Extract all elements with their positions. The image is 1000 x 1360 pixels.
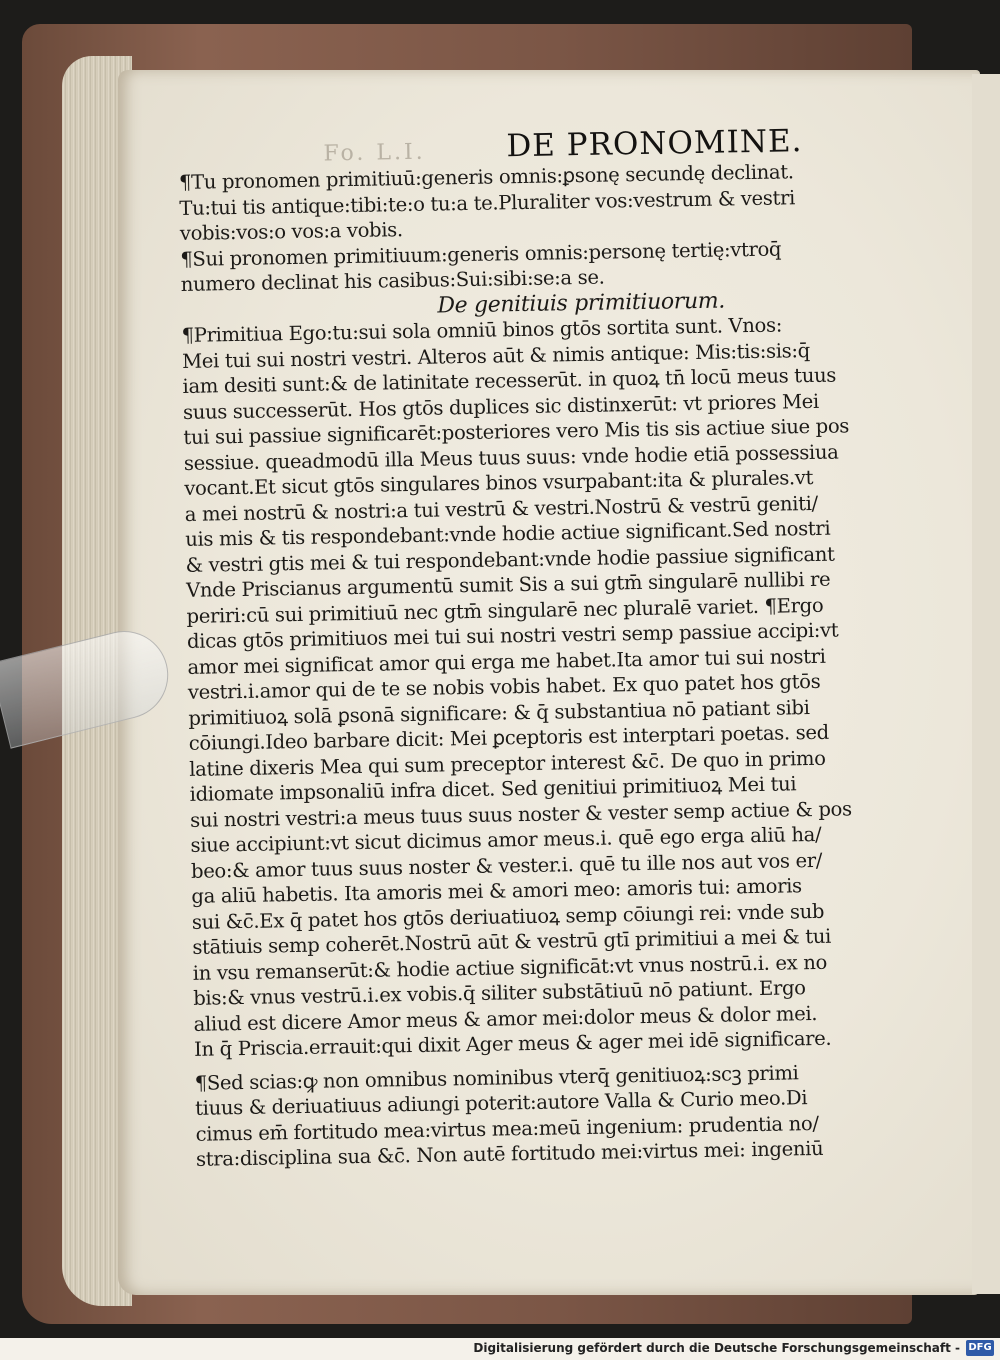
text-line: cimus em̄ fortitudo mea:virtus mea:meū ingenium: prudentia no/ (195, 1111, 819, 1146)
text-line: Tu:tui tis antique:tibi:te:o tu:a te.Pluraliter vos:vestrum & vestri (179, 185, 796, 220)
text-line: In q̄ Priscia.errauit:qui dixit Ager meus & ager mei idē significare. (193, 1026, 832, 1061)
footer-credit: Digitalisierung gefördert durch die Deutsche Forschungsgemeinschaft - (473, 1341, 960, 1355)
text-line: ga aliū habetis. Ita amoris mei & amori meo: amoris tui: amoris (191, 874, 802, 908)
paragraph-sed-scias (194, 1057, 956, 1172)
text-line: Vnde Priscianus argumentū sumit Sis a sui gtm̄ singularē nullibi re (185, 567, 831, 602)
text-line: cōiungi.Ideo barbare dicit: Mei ꝑceptoris est interptari poetas. sed (188, 720, 829, 755)
paragraph-tu (179, 157, 940, 247)
text-line: siue accipiunt:vt sicut dicimus amor meus.i. quē ego erga aliū ha/ (190, 822, 822, 857)
text-line: tui sui passiue significarēt:posteriores vero Mis tis sis actiue siue pos (183, 414, 850, 449)
text-line: sessiue. queadmodū illa Meus tuus suus: vnde hodie etiā possessiua (183, 440, 839, 475)
text-line: ¶Sed scias:ꝙ non omnibus nominibus vterq̄ genitiuoꝝ:scꝫ primi (194, 1060, 799, 1095)
text-line: ¶Sui pronomen primitiuum:generis omnis:personę tertię:vtroq̄ (180, 236, 782, 271)
text-line: amor mei significat amor qui erga me habet.Ita amor tui sui nostri (187, 644, 826, 679)
text-line: iam desiti sunt:& de latinitate recesserūt. in quoꝝ tn̄ locū meus tuus (182, 363, 837, 398)
page-text-block (178, 113, 956, 1173)
page-heading: DE PRONOMINE. (506, 123, 803, 165)
text-line: latine dixeris Mea qui sum preceptor interest &c̄. De quo in primo (189, 746, 826, 781)
text-line: periri:cū sui primitiuū nec gtm̄ singularē nec pluralē variet. ¶Ergo (186, 593, 824, 628)
text-line: primitiuoꝝ solā ꝑsonā significare: & q̄ substantiua nō patiant sibi (188, 695, 810, 730)
text-line: in vsu remanserūt:& hodie actiue significāt:vt vnus nostrū.i. ex no (192, 950, 828, 985)
paragraph-primitiua (181, 310, 954, 1063)
facing-page-strip (972, 74, 1000, 1294)
text-line: bis:& vnus vestrū.i.ex vobis.q̄ siliter substātiuū nō patiunt. Ergo (193, 976, 806, 1010)
text-line: uis mis & tis respondebant:vnde hodie actiue significant.Sed nostri (185, 516, 831, 551)
section-subheading: De genitiuis primitiuorum. (437, 287, 726, 318)
text-line: tiuus & deriuatiuus adiungi poterit:autore Valla & Curio meo.Di (194, 1086, 808, 1120)
text-line: suus successerūt. Hos gtōs duplices sic distinxerūt: vt priores Mei (182, 389, 820, 424)
text-line: aliud est dicere Amor meus & amor mei:dolor meus & dolor mei. (193, 1001, 818, 1036)
text-line: stātiuis semp coherēt.Nostrū aūt & vestrū gtī primitiui a mei & tui (192, 924, 832, 959)
text-line: vestri.i.amor qui de te se nobis vobis habet. Ex quo patet hos gtōs (187, 669, 821, 704)
text-line: vocant.Et sicut gtōs singulares binos vsurpabant:ita & plurales.vt (184, 465, 814, 500)
text-line: & vestri gtis mei & tui respondebant:vnde hodie passiue significant (185, 542, 835, 577)
text-line: numero declinat his casibus:Sui:sibi:se:a se. (180, 265, 605, 296)
text-line: vobis:vos:o vos:a vobis. (179, 218, 403, 245)
text-line: dicas gtōs primitiuos mei tui sui nostri vestri semp passiue accipi:vt (186, 618, 839, 653)
text-line: idiomate impsonaliū infra dicet. Sed genitiui primitiuoꝝ Mei tui (189, 772, 797, 806)
text-line: ¶Primitiua Ego:tu:sui sola omniū binos gtōs sortita sunt. Vnos: (181, 313, 783, 347)
text-line: sui nostri vestri:a meus tuus suus noster & vester semp actiue & pos (189, 796, 852, 832)
digitization-footer (0, 1338, 1000, 1360)
text-line: beo:& amor tuus suus noster & vester.i. quē tu ille nos aut vos er/ (190, 848, 823, 883)
text-line: stra:disciplina sua &c̄. Non autē fortitudo mei:virtus mei: ingeniū (195, 1136, 824, 1171)
text-line: a mei nostrū & nostri:a tui vestrū & vestri.Nostrū & vestrū geniti/ (184, 491, 818, 526)
dfg-logo-icon[interactable]: DFG (966, 1340, 994, 1356)
text-line: ¶Tu pronomen primitiuū:generis omnis:ꝑsonę secundę declinat. (178, 160, 794, 194)
text-line: sui &c̄.Ex q̄ patet hos gtōs deriuatiuoꝝ semp cōiungi rei: vnde sub (191, 899, 825, 934)
folio-number: Fo. L.I. (323, 139, 426, 167)
text-line: Mei tui sui nostri vestri. Alteros aūt & nimis antique: Mis:tis:sis:q̄ (181, 338, 811, 373)
